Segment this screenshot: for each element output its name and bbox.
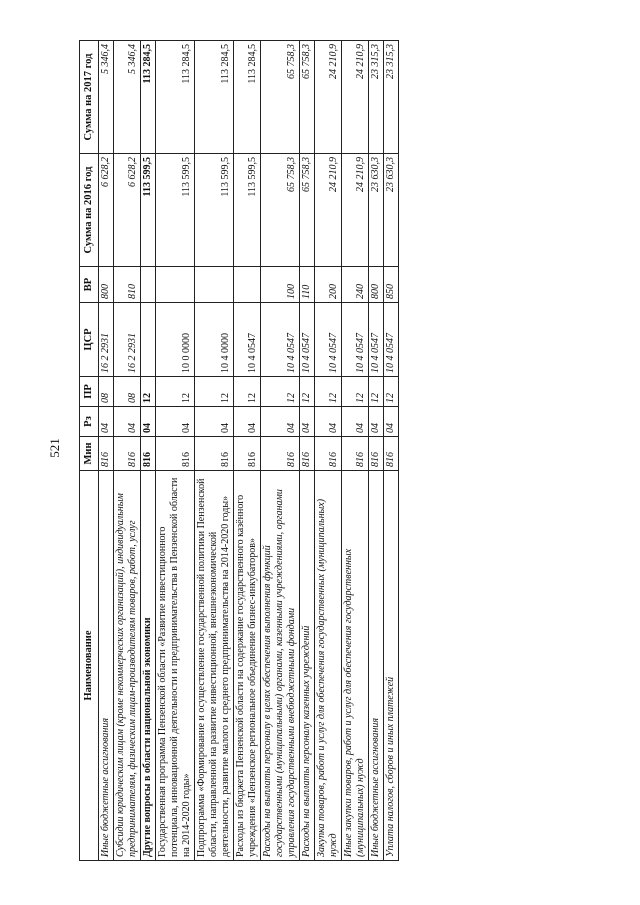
cell-name: Другие вопросы в области национальной экономики <box>141 471 156 861</box>
cell-pr: 12 <box>141 377 156 407</box>
cell-csr: 10 4 0547 <box>342 303 369 377</box>
cell-sum-2016: 65 758,3 <box>300 154 315 267</box>
cell-sum-2017: 23 315,3 <box>384 41 399 154</box>
cell-min: 816 <box>156 437 195 471</box>
cell-csr <box>141 303 156 377</box>
cell-name: Уплата налогов, сборов и иных платежей <box>384 471 399 861</box>
cell-name: Расходы из бюджета Пензенской области на содержание государственного казённого учреждения «Пензенское региональное объединение бизнес-инкубаторов» <box>234 471 261 861</box>
cell-sum-2017: 113 284,5 <box>195 41 234 154</box>
cell-csr: 10 4 0547 <box>234 303 261 377</box>
cell-pr: 12 <box>234 377 261 407</box>
cell-rz: 04 <box>261 407 300 437</box>
cell-sum-2016: 6 628,2 <box>114 154 141 267</box>
cell-pr: 12 <box>384 377 399 407</box>
cell-vr: 810 <box>114 267 141 303</box>
cell-min: 816 <box>261 437 300 471</box>
cell-vr <box>141 267 156 303</box>
cell-sum-2017: 5 346,4 <box>114 41 141 154</box>
cell-csr: 10 4 0000 <box>195 303 234 377</box>
cell-rz: 04 <box>156 407 195 437</box>
cell-pr: 12 <box>342 377 369 407</box>
header-csr: ЦСР <box>80 303 99 377</box>
cell-sum-2017: 24 210,9 <box>315 41 342 154</box>
cell-pr: 08 <box>114 377 141 407</box>
cell-rz: 04 <box>114 407 141 437</box>
cell-sum-2017: 65 758,3 <box>261 41 300 154</box>
table-row <box>114 41 141 861</box>
cell-min: 816 <box>342 437 369 471</box>
cell-name: Иные бюджетные ассигнования <box>99 471 114 861</box>
table-header-row <box>80 41 99 861</box>
cell-min: 816 <box>300 437 315 471</box>
cell-pr: 12 <box>261 377 300 407</box>
cell-csr: 16 2 2931 <box>99 303 114 377</box>
cell-vr: 110 <box>300 267 315 303</box>
cell-min: 816 <box>315 437 342 471</box>
cell-sum-2016: 24 210,9 <box>315 154 342 267</box>
cell-sum-2017: 113 284,5 <box>141 41 156 154</box>
cell-sum-2016: 113 599,5 <box>234 154 261 267</box>
cell-name: Расходы на выплаты персоналу в целях обеспечения выполнения функций государственными (муниципальными) органами, казенными учреждениями, органами управления государственными внебюджетными фондами <box>261 471 300 861</box>
cell-csr: 10 4 0547 <box>369 303 384 377</box>
cell-csr: 10 4 0547 <box>384 303 399 377</box>
cell-pr: 12 <box>156 377 195 407</box>
cell-sum-2016: 113 599,5 <box>141 154 156 267</box>
cell-name: Субсидии юридическим лицам (кроме некоммерческих организаций), индивидуальным предпринимателям, физическим лицам-производителям товаров, работ, услуг <box>114 471 141 861</box>
cell-vr: 800 <box>369 267 384 303</box>
cell-vr: 200 <box>315 267 342 303</box>
cell-csr: 10 4 0547 <box>300 303 315 377</box>
cell-name: Подпрограмма «Формирование и осуществление государственной политики Пензенской области, направленной на развитие инвестиционной, внешнеэкономической деятельности, развитие малого и среднего предпринимательства на 2014-2020 годы» <box>195 471 234 861</box>
cell-name: Иные бюджетные ассигнования <box>369 471 384 861</box>
table-row <box>195 41 234 861</box>
cell-vr <box>156 267 195 303</box>
cell-csr: 10 4 0547 <box>315 303 342 377</box>
table-row <box>261 41 300 861</box>
cell-pr: 08 <box>99 377 114 407</box>
cell-sum-2017: 23 315,3 <box>369 41 384 154</box>
cell-rz: 04 <box>99 407 114 437</box>
cell-vr: 240 <box>342 267 369 303</box>
cell-name: Иные закупки товаров, работ и услуг для обеспечения государственных (муниципальных) нужд <box>342 471 369 861</box>
cell-rz: 04 <box>384 407 399 437</box>
cell-min: 816 <box>234 437 261 471</box>
header-min: Мин <box>80 437 99 471</box>
cell-pr: 12 <box>369 377 384 407</box>
cell-name: Расходы на выплаты персоналу казенных учреждений <box>300 471 315 861</box>
cell-min: 816 <box>195 437 234 471</box>
cell-name: Государственная программа Пензенской области «Развитие инвестиционного потенциала, инновационной деятельности и предпринимательства в Пензенской области на 2014-2020 годы» <box>156 471 195 861</box>
cell-pr: 12 <box>315 377 342 407</box>
header-pr: ПР <box>80 377 99 407</box>
cell-min: 816 <box>114 437 141 471</box>
cell-name: Закупка товаров, работ и услуг для обеспечения государственных (муниципальных) нужд <box>315 471 342 861</box>
cell-pr: 12 <box>195 377 234 407</box>
cell-rz: 04 <box>195 407 234 437</box>
cell-rz: 04 <box>300 407 315 437</box>
cell-sum-2017: 65 758,3 <box>300 41 315 154</box>
header-sum-2016: Сумма на 2016 год <box>80 154 99 267</box>
header-sum-2017: Сумма на 2017 год <box>80 41 99 154</box>
cell-sum-2016: 6 628,2 <box>99 154 114 267</box>
cell-sum-2017: 113 284,5 <box>156 41 195 154</box>
cell-rz: 04 <box>234 407 261 437</box>
cell-sum-2016: 23 630,3 <box>384 154 399 267</box>
cell-vr <box>195 267 234 303</box>
cell-vr: 800 <box>99 267 114 303</box>
cell-rz: 04 <box>369 407 384 437</box>
rotated-page-content <box>79 41 534 861</box>
cell-rz: 04 <box>315 407 342 437</box>
cell-min: 816 <box>369 437 384 471</box>
header-name: Наименование <box>80 471 99 861</box>
table-body <box>99 41 399 861</box>
cell-rz: 04 <box>342 407 369 437</box>
cell-csr: 10 4 0547 <box>261 303 300 377</box>
cell-sum-2016: 65 758,3 <box>261 154 300 267</box>
cell-min: 816 <box>141 437 156 471</box>
cell-sum-2017: 113 284,5 <box>234 41 261 154</box>
cell-sum-2016: 113 599,5 <box>156 154 195 267</box>
cell-vr: 850 <box>384 267 399 303</box>
table-row <box>156 41 195 861</box>
cell-vr <box>234 267 261 303</box>
table-row <box>99 41 114 861</box>
table-row <box>369 41 384 861</box>
page-number: 521 <box>47 438 62 458</box>
header-vr: ВР <box>80 267 99 303</box>
table-row <box>342 41 369 861</box>
table-row <box>300 41 315 861</box>
table-row <box>141 41 156 861</box>
cell-sum-2016: 23 630,3 <box>369 154 384 267</box>
cell-sum-2016: 24 210,9 <box>342 154 369 267</box>
cell-csr: 16 2 2931 <box>114 303 141 377</box>
cell-min: 816 <box>384 437 399 471</box>
table-row <box>234 41 261 861</box>
cell-rz: 04 <box>141 407 156 437</box>
budget-table <box>79 40 399 861</box>
cell-pr: 12 <box>300 377 315 407</box>
cell-sum-2017: 24 210,9 <box>342 41 369 154</box>
cell-csr: 10 0 0000 <box>156 303 195 377</box>
cell-sum-2016: 113 599,5 <box>195 154 234 267</box>
header-rz: Рз <box>80 407 99 437</box>
cell-min: 816 <box>99 437 114 471</box>
cell-vr: 100 <box>261 267 300 303</box>
table-row <box>384 41 399 861</box>
table-row <box>315 41 342 861</box>
cell-sum-2017: 5 346,4 <box>99 41 114 154</box>
